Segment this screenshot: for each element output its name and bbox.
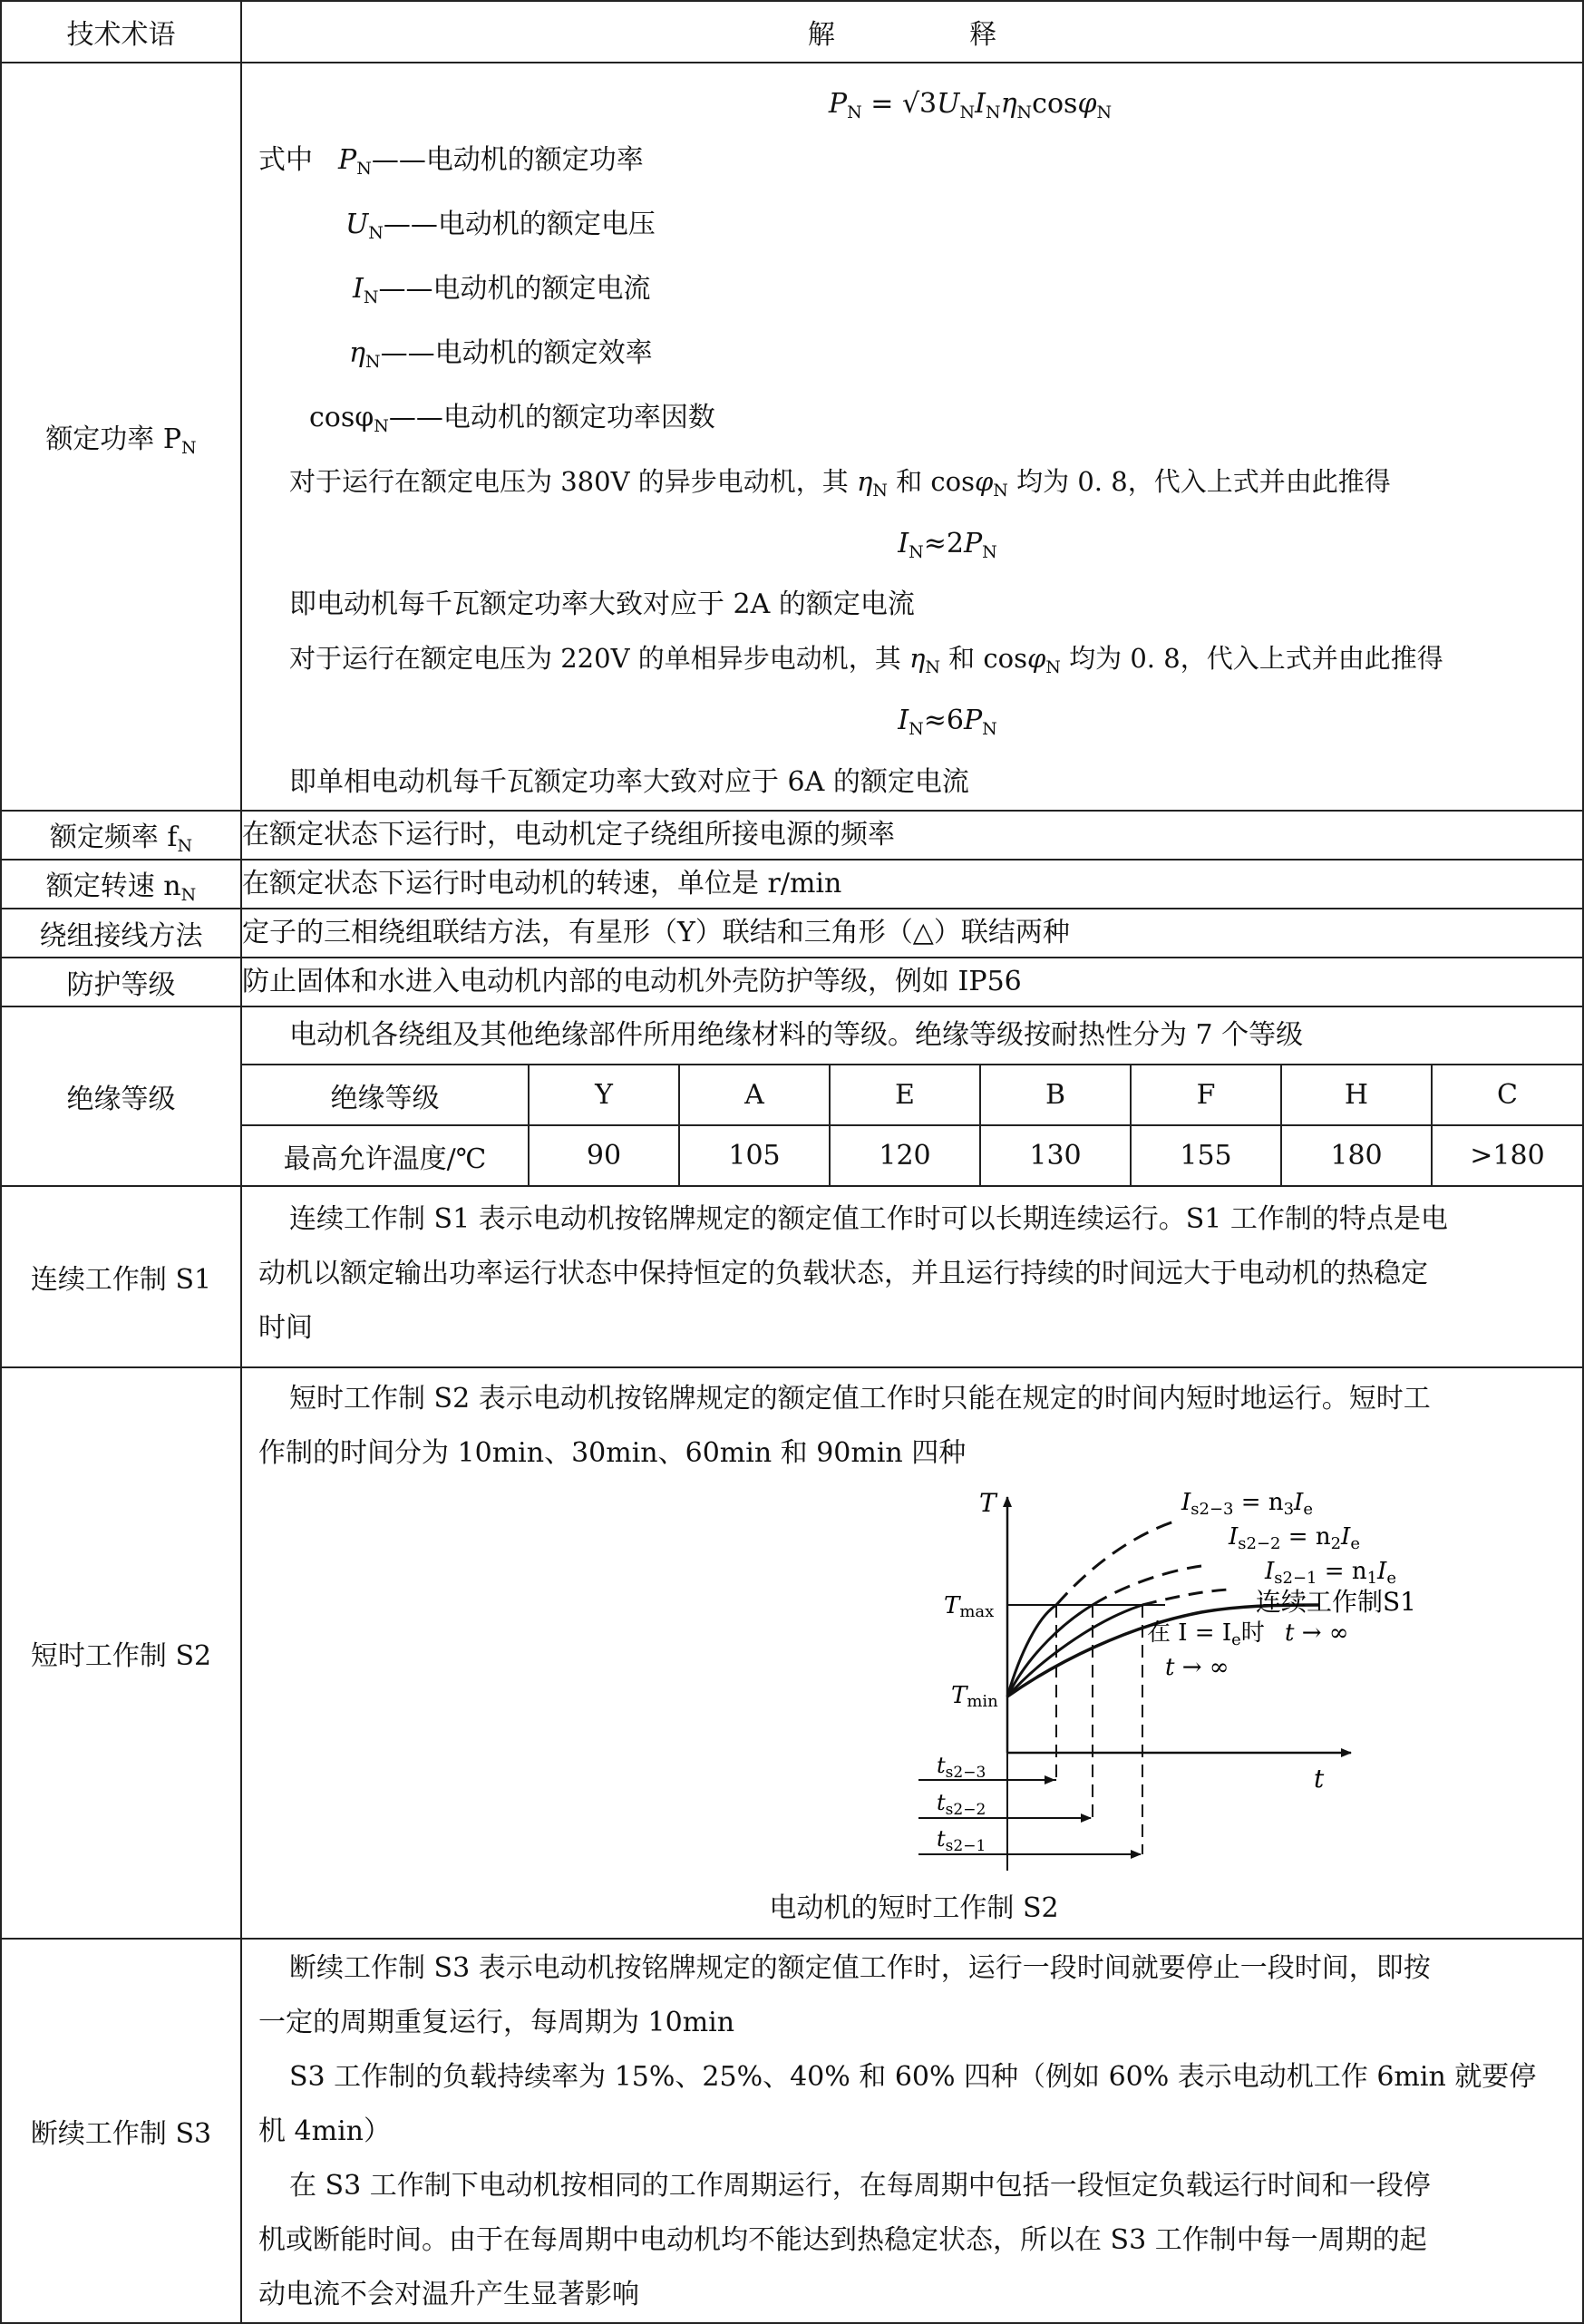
def-text: ——电动机的额定功率 [371,144,644,176]
formula-definitions [258,132,1582,454]
lbl-ie: I [1294,1489,1304,1516]
power-note-220: 对于运行在额定电压为 220V 的单相异步电动机，其 $\eta_N$ 和 cosφ$_N$ 均为 0. 8，代入上式并由此推得 [289,643,1443,677]
y-axis-label: T [979,1488,996,1518]
f-u: U [937,88,960,120]
s1-line: 连续工作制 S1 表示电动机按铭牌规定的额定值工作时可以长期连续运行。S1 工作制的特点是电 [289,1203,1448,1235]
insulation-class: F [1131,1065,1281,1125]
insulation-temp: 180 [1281,1125,1432,1185]
insulation-temp: 105 [679,1125,830,1185]
expl-rated-power [241,63,1583,811]
note-text: 均为 0. 8，代入上式并由此推得 [1060,643,1443,674]
at-i: 在 I = I [1147,1619,1232,1647]
insulation-temp-label: 最高允许温度/℃ [242,1125,529,1185]
def-row [258,132,1582,197]
def-sub: N [374,416,389,436]
row-s1 [1,1186,1583,1367]
insulation-class: E [830,1065,980,1125]
f-eta: η [1000,88,1017,120]
term-sub: N [181,437,197,458]
term-rated-speed [1,860,241,909]
f-p: P [828,88,848,120]
def-sym: η [349,337,365,369]
term-s2: 短时工作制 S2 [1,1367,241,1939]
row-winding [1,909,1583,958]
phi-sym: φ [1026,643,1046,674]
power-note-6a: 即单相电动机每千瓦额定功率大致对应于 6A 的额定电流 [289,766,969,798]
eq-p: P [963,528,983,559]
expl-s3 [241,1939,1583,2323]
insulation-temp: 130 [980,1125,1131,1185]
insulation-class: B [980,1065,1131,1125]
s3-line: S3 工作制的负载持续率为 15%、25%、40% 和 60% 四种（例如 60% 表示电动机工作 6min 就要停 [289,2061,1537,2093]
defs-intro: 式中 [258,144,313,176]
note-text: 对于运行在额定电压为 220V 的单相异步电动机，其 [289,643,909,674]
lbl-eq: = n [1317,1558,1367,1585]
lbl-ie: I [1377,1558,1387,1585]
insulation-temp: 120 [830,1125,980,1185]
ts21-label [937,1826,986,1855]
term-s3: 断续工作制 S3 [1,1939,241,2323]
s3-line: 动电流不会对温升产生显著影响 [258,2279,639,2310]
def-sub: N [364,352,381,372]
eq-sub: N [982,542,997,562]
def-sym: P [338,144,357,176]
tmax-t: T [944,1592,960,1619]
f-p-sub: N [847,102,862,122]
expl-winding: 定子的三相绕组联结方法，有星形（Y）联结和三角形（△）联结两种 [241,909,1583,958]
def-text: ——电动机的额定功率因数 [388,402,715,433]
f-eq: = √3 [861,88,938,120]
eq-i: I [898,705,909,736]
eta-sub: N [872,481,888,501]
expl-rated-speed: 在额定状态下运行时电动机的转速，单位是 r/min [241,860,1583,909]
note-text: 和 [887,466,931,497]
label-s2-1 [1264,1558,1396,1588]
curve-s2-1-dashed [1142,1590,1229,1605]
lbl-sub: s2−2 [1238,1534,1281,1553]
at-shi: 时 [1240,1619,1265,1647]
s2-line: 作制的时间分为 10min、30min、60min 和 90min 四种 [258,1437,967,1469]
term-text: 额定频率 f [49,822,178,853]
lbl-i: I [1265,1558,1275,1585]
curve-s2-2-dashed [1093,1566,1201,1605]
ts-sub: s2−2 [945,1801,986,1819]
eq-p: P [963,705,983,736]
def-row [258,261,1582,326]
term-text: 额定功率 P [45,423,182,455]
eq-380 [258,518,1582,579]
insulation-temp-row [242,1125,1582,1185]
eta-sym: η [856,466,873,497]
insulation-table [242,1064,1582,1185]
power-note-2a: 即电动机每千瓦额定功率大致对应于 2A 的额定电流 [289,588,915,620]
label-tinf: t → ∞ [1165,1654,1229,1681]
term-rated-power [1,63,241,811]
row-s2 [1,1367,1583,1939]
term-s1: 连续工作制 S1 [1,1186,241,1367]
s3-line: 一定的周期重复运行，每周期为 10min [258,2007,735,2038]
insulation-class-label: 绝缘等级 [242,1065,529,1125]
phi-sub: N [993,481,1008,501]
insulation-class: Y [529,1065,679,1125]
table-header [1,1,1583,63]
lbl-i: I [1181,1489,1191,1516]
f-i-sub: N [985,102,1001,122]
ts-t: t [937,1826,946,1852]
expl-rated-frequency: 在额定状态下运行时，电动机定子绕组所接电源的频率 [241,811,1583,860]
lbl-i: I [1229,1523,1239,1551]
f-i: I [975,88,986,120]
eta-sub: N [925,657,940,677]
note-text: 对于运行在额定电压为 380V 的异步电动机，其 [289,466,857,497]
s1-line: 时间 [258,1312,313,1344]
term-winding: 绕组接线方法 [1,909,241,958]
ts-sub: s2−3 [945,1764,986,1782]
s3-line: 在 S3 工作制下电动机按相同的工作周期运行，在每周期中包括一段恒定负载运行时间和一段停 [289,2170,1431,2202]
def-sym: U [345,209,369,240]
def-row [258,197,1582,261]
f-phi: φ [1077,88,1097,120]
term-protection: 防护等级 [1,958,241,1006]
power-formula [258,76,1582,132]
ts-t: t [937,1790,946,1815]
f-phi-sub: N [1096,102,1113,122]
def-sym: I [353,273,364,305]
eq-sub: N [909,542,924,562]
expl-s1 [241,1186,1583,1367]
lbl-n: 3 [1283,1500,1295,1519]
phi-sym: φ [974,466,994,497]
def-text: ——电动机的额定电流 [378,273,651,305]
at-i-sub: e [1231,1630,1241,1649]
lbl-ie: I [1341,1523,1351,1551]
eq-text: ≈6 [923,705,964,736]
power-note-380: 对于运行在额定电压为 380V 的异步电动机，其 $\eta_N$ 和 cosφ$_N$ 均为 0. 8，代入上式并由此推得 [289,466,1391,501]
s3-line: 断续工作制 S3 表示电动机按铭牌规定的额定值工作时，运行一段时间就要停止一段时间，即按 [289,1952,1431,1984]
insulation-intro: 电动机各绕组及其他绝缘部件所用绝缘材料的等级。绝缘等级按耐热性分为 7 个等级 [289,1019,1304,1051]
tmax-sub: max [959,1602,995,1621]
s2-figure [258,1481,1582,1880]
insulation-class: H [1281,1065,1432,1125]
row-insulation [1,1006,1583,1186]
row-protection [1,958,1583,1006]
row-rated-power [1,63,1583,811]
term-rated-frequency [1,811,241,860]
lbl-eq: = n [1233,1489,1284,1516]
label-s1: 连续工作制S1 [1256,1587,1416,1617]
expl-insulation [241,1006,1583,1186]
def-row [258,390,1582,454]
tmin-sub: min [967,1692,998,1711]
row-s3 [1,1939,1583,2323]
insulation-temp: 155 [1131,1125,1281,1185]
f-u-sub: N [959,102,976,122]
eq-220 [258,695,1582,755]
tmin-t: T [951,1682,967,1709]
lbl-sub: s2−3 [1190,1500,1234,1519]
tmax-label [944,1592,994,1621]
row-rated-speed [1,860,1583,909]
term-sub: N [177,836,193,856]
note-text: 和 [939,643,984,674]
def-sym: cosφ [309,402,374,433]
ts-sub: s2−1 [945,1837,986,1855]
expl-protection: 防止固体和水进入电动机内部的电动机外壳防护等级，例如 IP56 [241,958,1583,1006]
lbl-n: 2 [1330,1534,1342,1553]
insulation-temp: >180 [1432,1125,1582,1185]
s1-line: 动机以额定输出功率运行状态中保持恒定的负载状态，并且运行持续的时间远大于电动机的热稳定 [258,1258,1428,1289]
s2-line: 短时工作制 S2 表示电动机按铭牌规定的额定值工作时只能在规定的时间内短时地运行。短时工 [289,1383,1431,1415]
s3-line: 机或断能时间。由于在每周期中电动机均不能达到热稳定状态，所以在 S3 工作制中每一周期的起 [258,2224,1427,2256]
row-rated-frequency [1,811,1583,860]
insulation-temp: 90 [529,1125,679,1185]
note-text: 均为 0. 8，代入上式并由此推得 [1007,466,1391,497]
def-text: ——电动机的额定效率 [380,337,653,369]
header-explanation: 解 释 [241,1,1583,63]
expl-s2 [241,1367,1583,1939]
eq-sub: N [909,719,924,739]
label-at-ie [1147,1619,1265,1649]
label-s2-3 [1181,1489,1313,1519]
phi-sub: N [1045,657,1061,677]
ts23-label [937,1753,986,1782]
def-sub: N [356,159,372,179]
term-text: 额定转速 n [45,870,181,902]
lbl-eq: = n [1280,1523,1331,1551]
def-sub: N [363,287,379,307]
ts-t: t [937,1753,946,1778]
ts22-label [937,1790,986,1819]
s3-line: 机 4min） [258,2115,391,2147]
term-sub: N [180,885,197,905]
s2-caption: 电动机的短时工作制 S2 [769,1892,1059,1924]
label-s2-2 [1228,1523,1360,1553]
lbl-sub: s2−1 [1274,1569,1317,1588]
lbl-ie-sub: e [1386,1569,1396,1588]
f-eta-sub: N [1016,102,1033,122]
eq-i: I [898,528,909,559]
insulation-class-row [242,1065,1582,1125]
term-insulation: 绝缘等级 [1,1006,241,1186]
eq-text: ≈2 [923,528,964,559]
label-s1-tinf: t → ∞ [1285,1619,1349,1647]
lbl-ie-sub: e [1350,1534,1360,1553]
header-term: 技术术语 [1,1,241,63]
lbl-ie-sub: e [1303,1500,1313,1519]
def-row [258,326,1582,390]
x-axis-label: t [1314,1764,1325,1794]
eta-sym: η [909,643,926,674]
lbl-n: 1 [1366,1569,1378,1588]
insulation-class: A [679,1065,830,1125]
def-text: ——电动机的额定电压 [383,209,656,240]
insulation-class: C [1432,1065,1582,1125]
def-sub: N [368,223,384,243]
tmin-label [951,1682,998,1711]
f-cos: cos [1032,88,1078,120]
eq-sub: N [982,719,997,739]
